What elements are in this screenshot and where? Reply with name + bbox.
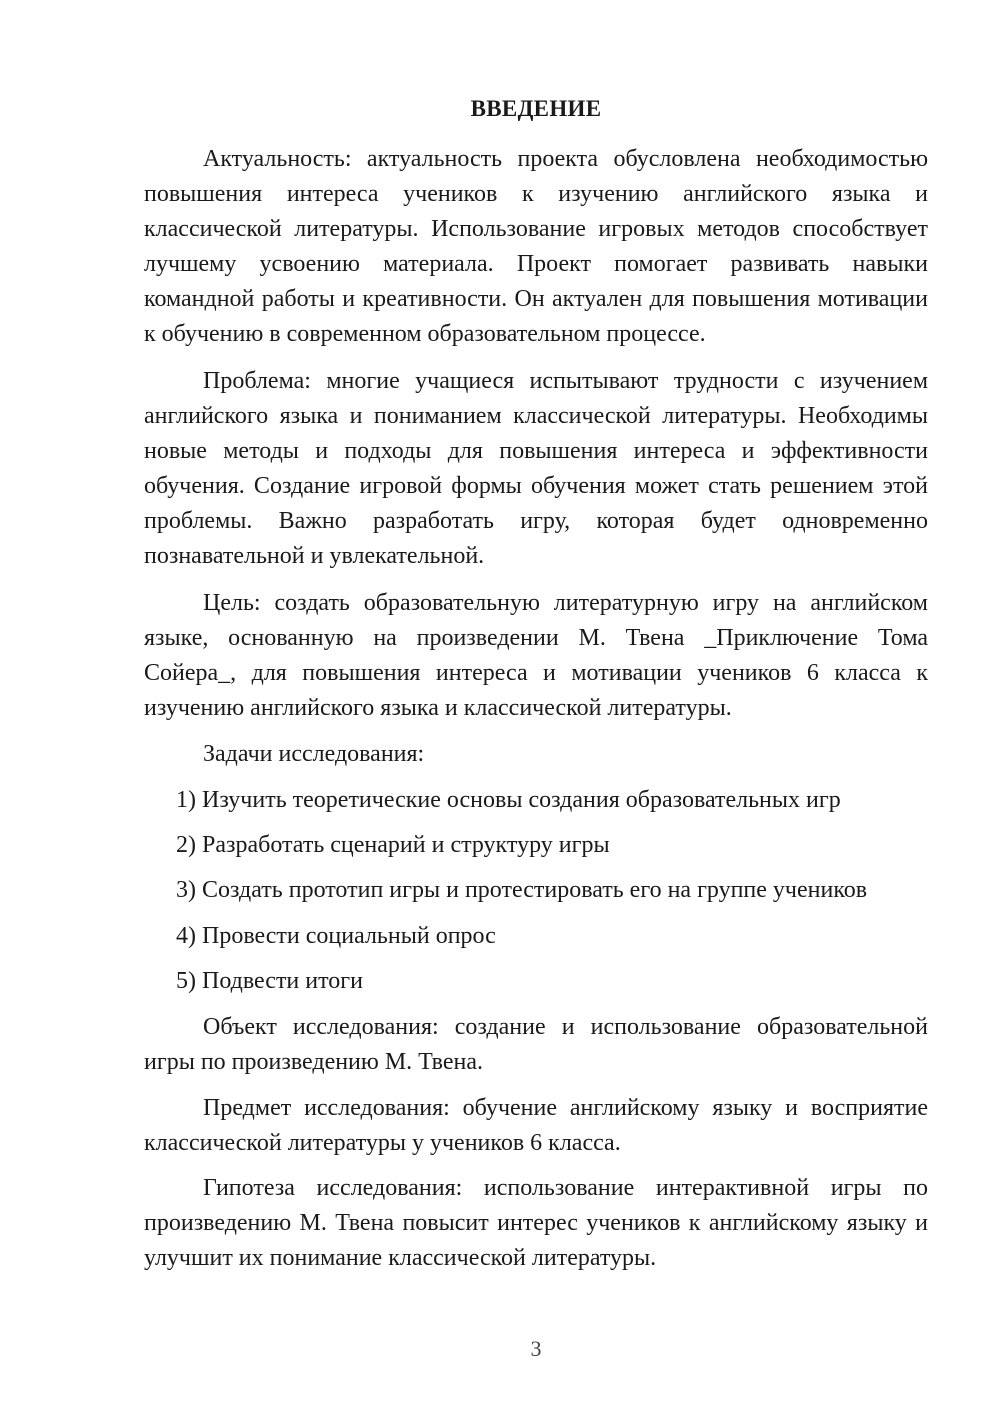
paragraph-object: Объект исследования: создание и использование образовательной игры по произведению М. Твена. [144,1014,928,1075]
list-item: 1) Изучить теоретические основы создания образовательных игр [176,787,841,813]
list-item: 4) Провести социальный опрос [176,923,496,949]
page-number: 3 [530,1336,542,1361]
section-heading: ВВЕДЕНИЕ [470,96,602,121]
paragraph-subject: Предмет исследования: обучение английскому языку и восприятие классической литературы у учеников 6 класса. [144,1095,928,1156]
list-item: 5) Подвести итоги [176,968,363,994]
paragraph-problem: Проблема: многие учащиеся испытывают трудности с изучением английского языка и пониманием классической литературы. Необходимы новые методы и подходы для повышения интереса и эффективности обучения. Создание игровой формы обучения может стать решением этой проблемы. Важно разработать игру, которая будет одновременно познавательной и увлекательной. [144,368,928,569]
list-item: 3) Создать прототип игры и протестировать его на группе учеников [176,877,868,903]
list-item: 2) Разработать сценарий и структуру игры [176,832,610,858]
paragraph-hypothesis: Гипотеза исследования: использование интерактивной игры по произведению М. Твена повысит интерес учеников к английскому языку и улучшит их понимание классической литературы. [144,1175,928,1271]
paragraph-goal: Цель: создать образовательную литературную игру на английском языке, основанную на произведении М. Твена _Приключение Тома Сойера_, для повышения интереса и мотивации учеников 6 класса к изучению английского языка и классической литературы. [144,590,928,721]
paragraph-relevance: Актуальность: актуальность проекта обусловлена необходимостью повышения интереса учеников к изучению английского языка и классической литературы. Использование игровых методов способствует лучшему усвоению материала. Проект помогает развивать навыки командной работы и креативности. Он актуален для повышения мотивации к обучению в современном образовательном процессе. [144,146,928,347]
tasks-heading: Задачи исследования: [203,741,425,767]
